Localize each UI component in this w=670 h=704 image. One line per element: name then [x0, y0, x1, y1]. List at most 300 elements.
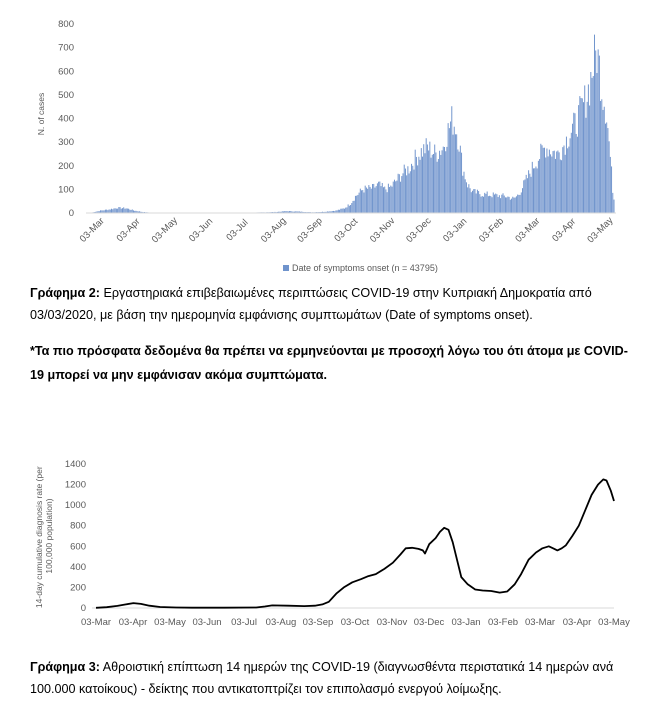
- bar: [574, 113, 575, 213]
- bar: [565, 155, 566, 213]
- bar: [422, 157, 423, 213]
- bar: [482, 196, 483, 213]
- bar: [109, 209, 110, 213]
- bar: [449, 128, 450, 213]
- chart-2-daily-cases: [0, 0, 670, 280]
- bar: [110, 210, 111, 213]
- x-tick-label: 03-Nov: [367, 215, 398, 245]
- bar: [381, 186, 382, 213]
- chart-2-bars: [92, 35, 615, 213]
- bar: [393, 182, 394, 213]
- bar: [545, 158, 546, 213]
- bar: [520, 195, 521, 213]
- y-tick-label: 1400: [64, 459, 86, 470]
- bar: [413, 170, 414, 213]
- bar: [392, 187, 393, 213]
- bar: [561, 160, 562, 213]
- bar: [440, 155, 441, 213]
- bar: [353, 201, 354, 213]
- bar: [372, 184, 373, 213]
- bar: [528, 170, 529, 213]
- bar: [448, 123, 449, 213]
- bar: [434, 145, 435, 213]
- bar: [523, 180, 524, 213]
- bar: [606, 122, 607, 213]
- y-tick-label: 800: [58, 19, 74, 30]
- bar: [423, 144, 424, 213]
- bar: [531, 177, 532, 213]
- bar: [585, 118, 586, 213]
- bar: [604, 107, 605, 213]
- bar: [595, 50, 596, 213]
- bar: [501, 195, 502, 213]
- bar: [594, 35, 595, 213]
- bar: [467, 187, 468, 213]
- bar: [551, 157, 552, 213]
- bar: [373, 184, 374, 213]
- bar: [485, 194, 486, 213]
- y-tick-label: 200: [58, 160, 74, 172]
- bar: [118, 207, 119, 213]
- bar: [382, 183, 383, 213]
- bar: [564, 146, 565, 213]
- bar: [557, 151, 558, 213]
- x-tick-label: 03-Jan: [451, 617, 481, 628]
- bar: [128, 209, 129, 213]
- bar: [607, 128, 608, 213]
- bar: [543, 148, 544, 213]
- bar: [129, 210, 130, 213]
- bar: [362, 190, 363, 213]
- bar: [403, 173, 404, 213]
- bar: [573, 113, 574, 213]
- caution-note-text: *Τα πιο πρόσφατα δεδομένα θα πρέπει να ερμηνεύονται με προσοχή λόγω του ότι άτομα με COVID-19 μπορεί να μην εμφάνισαν ακόμα συμπτώματα.: [30, 343, 628, 382]
- y-tick-label: 0: [80, 603, 86, 614]
- bar: [433, 154, 434, 213]
- bar: [572, 124, 573, 213]
- x-tick-label: 03-Feb: [487, 617, 519, 628]
- bar: [601, 99, 602, 213]
- bar: [406, 175, 407, 213]
- bar: [396, 181, 397, 213]
- bar: [345, 208, 346, 213]
- bar: [354, 201, 355, 213]
- bar: [344, 209, 345, 213]
- bar: [466, 182, 467, 213]
- bar: [424, 153, 425, 213]
- bar: [560, 160, 561, 213]
- bar: [445, 151, 446, 213]
- legend-swatch: [283, 265, 289, 271]
- bar: [379, 182, 380, 213]
- bar: [511, 199, 512, 213]
- bar: [509, 197, 510, 213]
- bar: [115, 208, 116, 213]
- bar: [518, 195, 519, 213]
- bar: [411, 164, 412, 213]
- bar: [605, 124, 606, 213]
- chart-2-y-axis-label: N. of cases: [36, 92, 46, 136]
- x-tick-label: 03-Aug: [259, 215, 289, 245]
- bar: [505, 197, 506, 213]
- y-tick-label: 1000: [64, 500, 86, 512]
- bar: [394, 180, 395, 213]
- bar: [478, 191, 479, 213]
- y-tick-label: 400: [58, 113, 74, 125]
- bar: [524, 179, 525, 213]
- chart-3-y-axis-label: [34, 464, 54, 608]
- y-tick-label: 200: [70, 582, 86, 594]
- bar: [612, 193, 613, 213]
- bar: [499, 195, 500, 213]
- bar: [415, 150, 416, 213]
- bar: [124, 209, 125, 213]
- x-tick-label: 03-May: [149, 215, 180, 246]
- bar: [349, 206, 350, 213]
- bar: [400, 182, 401, 213]
- bar: [570, 138, 571, 213]
- bar: [342, 209, 343, 213]
- bar: [456, 134, 457, 213]
- bar: [600, 101, 601, 213]
- bar: [468, 184, 469, 213]
- caption-text: Αθροιστική επίπτωση 14 ημερών της COVID-19 (διαγνωσθέντα περιστατικά 14 ημερών ανά 100.000 κατοίκους) - δείκτης που αντικατοπτρίζει τον επιπολασμό ενεργού λοίμωξης.: [30, 660, 614, 696]
- y-tick-label: 300: [58, 137, 74, 149]
- bar: [427, 144, 428, 213]
- bar: [555, 159, 556, 213]
- x-tick-label: 03-Jan: [441, 216, 470, 245]
- bar: [351, 203, 352, 213]
- y-tick-label: 600: [70, 541, 86, 553]
- bar: [527, 178, 528, 213]
- bar: [429, 142, 430, 213]
- bar: [549, 150, 550, 213]
- bar: [376, 186, 377, 213]
- x-tick-label: 03-Apr: [562, 617, 592, 628]
- bar: [609, 141, 610, 213]
- bar: [439, 151, 440, 213]
- bar: [106, 210, 107, 213]
- bar: [443, 147, 444, 213]
- bar: [494, 195, 495, 213]
- bar: [490, 196, 491, 213]
- bar: [581, 98, 582, 213]
- caption-label: Γράφημα 2:: [30, 286, 100, 300]
- bar: [421, 148, 422, 213]
- bar: [395, 181, 396, 213]
- x-tick-label: 03-Jun: [186, 216, 216, 245]
- bar: [113, 208, 114, 213]
- bar: [611, 166, 612, 213]
- chart-3-series-line: [96, 479, 614, 607]
- bar: [117, 209, 118, 213]
- y-tick-label: 100: [58, 184, 74, 196]
- bar: [410, 171, 411, 213]
- bar: [492, 197, 493, 213]
- bar: [366, 188, 367, 213]
- bar: [603, 110, 604, 213]
- bar: [593, 76, 594, 213]
- bar: [383, 187, 384, 213]
- bar: [477, 190, 478, 213]
- bar: [571, 133, 572, 213]
- bar: [438, 159, 439, 213]
- bar: [420, 160, 421, 213]
- bar: [579, 96, 580, 213]
- bar: [516, 196, 517, 213]
- bar: [340, 209, 341, 213]
- bar: [442, 150, 443, 213]
- bar: [587, 102, 588, 213]
- x-tick-label: 03-Apr: [550, 216, 579, 245]
- x-tick-label: 03-Mar: [80, 617, 112, 628]
- bar: [487, 191, 488, 213]
- x-tick-label: 03-May: [585, 215, 616, 246]
- x-tick-label: 03-Jul: [224, 217, 251, 244]
- x-tick-label: 03-Mar: [513, 215, 543, 245]
- bar: [387, 192, 388, 213]
- bar: [348, 204, 349, 213]
- bar: [444, 147, 445, 213]
- bar: [370, 187, 371, 213]
- bar: [405, 169, 406, 213]
- bar: [111, 209, 112, 213]
- bar: [461, 153, 462, 213]
- bar: [567, 148, 568, 213]
- bar: [465, 179, 466, 213]
- bar: [378, 182, 379, 213]
- bar: [374, 188, 375, 213]
- bar: [418, 157, 419, 213]
- x-tick-label: 03-Nov: [376, 617, 408, 628]
- bar: [517, 195, 518, 213]
- bar: [398, 174, 399, 213]
- bar: [357, 195, 358, 213]
- x-tick-label: 03-Dec: [413, 617, 445, 628]
- y-tick-label: 700: [58, 42, 74, 54]
- caution-note: [30, 326, 636, 399]
- bar: [437, 162, 438, 213]
- bar: [359, 193, 360, 213]
- bar: [503, 193, 504, 213]
- bar: [559, 152, 560, 213]
- bar: [544, 148, 545, 213]
- legend-label: Date of symptoms onset (n = 43795): [292, 263, 438, 273]
- y-axis-label-line-1: 14-day cumulative diagnosis rate (per: [34, 466, 44, 609]
- y-tick-label: 600: [58, 66, 74, 78]
- bar: [566, 137, 567, 213]
- x-tick-label: 03-Aug: [265, 617, 297, 628]
- bar: [105, 210, 106, 213]
- bar: [451, 106, 452, 213]
- x-tick-label: 03-Oct: [340, 617, 370, 628]
- bar: [578, 105, 579, 213]
- bar: [577, 137, 578, 213]
- bar: [350, 205, 351, 213]
- bar: [401, 176, 402, 213]
- caption-label: Γράφημα 3:: [30, 660, 100, 674]
- y-axis-label-line-2: 100,000 population): [44, 498, 54, 574]
- bar: [432, 155, 433, 213]
- bar: [496, 194, 497, 213]
- bar: [416, 157, 417, 213]
- bar: [481, 197, 482, 213]
- bar: [367, 189, 368, 213]
- bar: [450, 122, 451, 213]
- bar: [457, 149, 458, 213]
- x-tick-label: 03-Sep: [302, 617, 334, 628]
- x-tick-label: 03-Oct: [332, 216, 361, 245]
- bar: [356, 196, 357, 213]
- bar: [417, 165, 418, 213]
- bar: [550, 154, 551, 213]
- x-tick-label: 03-Mar: [524, 617, 556, 628]
- chart-2-legend: [283, 263, 438, 273]
- bar: [361, 190, 362, 213]
- chart-3-y-ticks: [65, 459, 86, 614]
- bar: [610, 157, 611, 213]
- bar: [123, 207, 124, 213]
- bar: [404, 165, 405, 213]
- bar: [592, 78, 593, 213]
- bar: [583, 102, 584, 213]
- bar: [121, 209, 122, 213]
- bar: [368, 185, 369, 213]
- bar: [495, 194, 496, 213]
- bar: [476, 193, 477, 213]
- y-tick-label: 800: [70, 520, 86, 532]
- bar: [546, 149, 547, 213]
- x-tick-label: 03-Jul: [231, 617, 257, 628]
- bar: [472, 191, 473, 213]
- caption-text: Εργαστηριακά επιβεβαιωμένες περιπτώσεις COVID-19 στην Κυπριακή Δημοκρατία από 03/03/2020, με βάση την ημερομηνία εμφάνισης συμπτωμάτων (Date of symptoms onset).: [30, 286, 592, 322]
- x-tick-label: 03-Sep: [295, 215, 325, 245]
- bar: [562, 147, 563, 213]
- bar: [426, 138, 427, 213]
- y-tick-label: 500: [58, 89, 74, 101]
- bar: [535, 167, 536, 213]
- bar: [589, 105, 590, 213]
- x-tick-label: 03-Apr: [114, 216, 143, 245]
- bar: [483, 197, 484, 213]
- bar: [473, 189, 474, 213]
- bar: [126, 208, 127, 213]
- bar: [431, 158, 432, 213]
- bar: [506, 197, 507, 213]
- bar: [474, 189, 475, 213]
- bar: [346, 207, 347, 213]
- bar: [522, 188, 523, 213]
- x-tick-label: 03-May: [598, 617, 630, 628]
- bar: [355, 196, 356, 213]
- chart-2-y-ticks: [58, 19, 74, 219]
- bar: [576, 134, 577, 213]
- bar: [120, 207, 121, 213]
- chart-2-x-ticks: [78, 215, 616, 245]
- bar: [532, 162, 533, 213]
- bar: [582, 98, 583, 213]
- y-tick-label: 0: [68, 208, 74, 219]
- bar: [488, 196, 489, 213]
- bar: [534, 168, 535, 213]
- bar: [455, 134, 456, 213]
- bar: [599, 56, 600, 213]
- bar: [489, 196, 490, 213]
- bar: [493, 192, 494, 213]
- bar: [471, 192, 472, 213]
- bar: [548, 156, 549, 213]
- bar: [409, 173, 410, 213]
- y-tick-label: 1200: [64, 479, 86, 491]
- bar: [504, 196, 505, 213]
- bar: [568, 147, 569, 213]
- bar: [556, 151, 557, 213]
- bar: [507, 197, 508, 213]
- chart-3-caption: [30, 656, 636, 700]
- bar: [453, 135, 454, 213]
- bar: [388, 184, 389, 213]
- bar: [512, 197, 513, 213]
- bar: [554, 151, 555, 213]
- bar: [412, 166, 413, 213]
- bar: [463, 172, 464, 213]
- bar: [537, 168, 538, 213]
- bar: [389, 187, 390, 213]
- bar: [553, 151, 554, 213]
- bar: [510, 200, 511, 213]
- chart-2-caption: [30, 282, 636, 326]
- bar: [343, 208, 344, 213]
- bar: [459, 152, 460, 213]
- chart-3-cumulative-rate: [0, 452, 670, 652]
- bar: [460, 146, 461, 213]
- bar: [365, 186, 366, 213]
- bar: [533, 168, 534, 213]
- x-tick-label: 03-May: [154, 617, 186, 628]
- bar: [363, 192, 364, 213]
- bar: [521, 192, 522, 213]
- bar: [446, 147, 447, 213]
- bar: [407, 166, 408, 213]
- bar: [399, 174, 400, 213]
- bar: [428, 150, 429, 213]
- bar: [435, 152, 436, 213]
- bar: [514, 198, 515, 213]
- bar: [598, 49, 599, 213]
- bar: [538, 161, 539, 213]
- bar: [127, 209, 128, 213]
- bar: [614, 200, 615, 213]
- bar: [116, 209, 117, 213]
- x-tick-label: 03-Apr: [118, 617, 148, 628]
- bar: [122, 208, 123, 213]
- bar: [515, 197, 516, 213]
- bar: [500, 198, 501, 213]
- bar: [596, 73, 597, 213]
- bar: [542, 145, 543, 213]
- bar: [371, 189, 372, 213]
- bar: [360, 189, 361, 213]
- bar: [526, 175, 527, 213]
- x-tick-label: 03-Mar: [77, 215, 107, 245]
- y-tick-label: 400: [70, 561, 86, 573]
- bar: [385, 189, 386, 213]
- bar: [462, 176, 463, 213]
- bar: [529, 174, 530, 213]
- bar: [454, 127, 455, 213]
- bar: [479, 194, 480, 213]
- chart-3-x-ticks: [81, 617, 630, 628]
